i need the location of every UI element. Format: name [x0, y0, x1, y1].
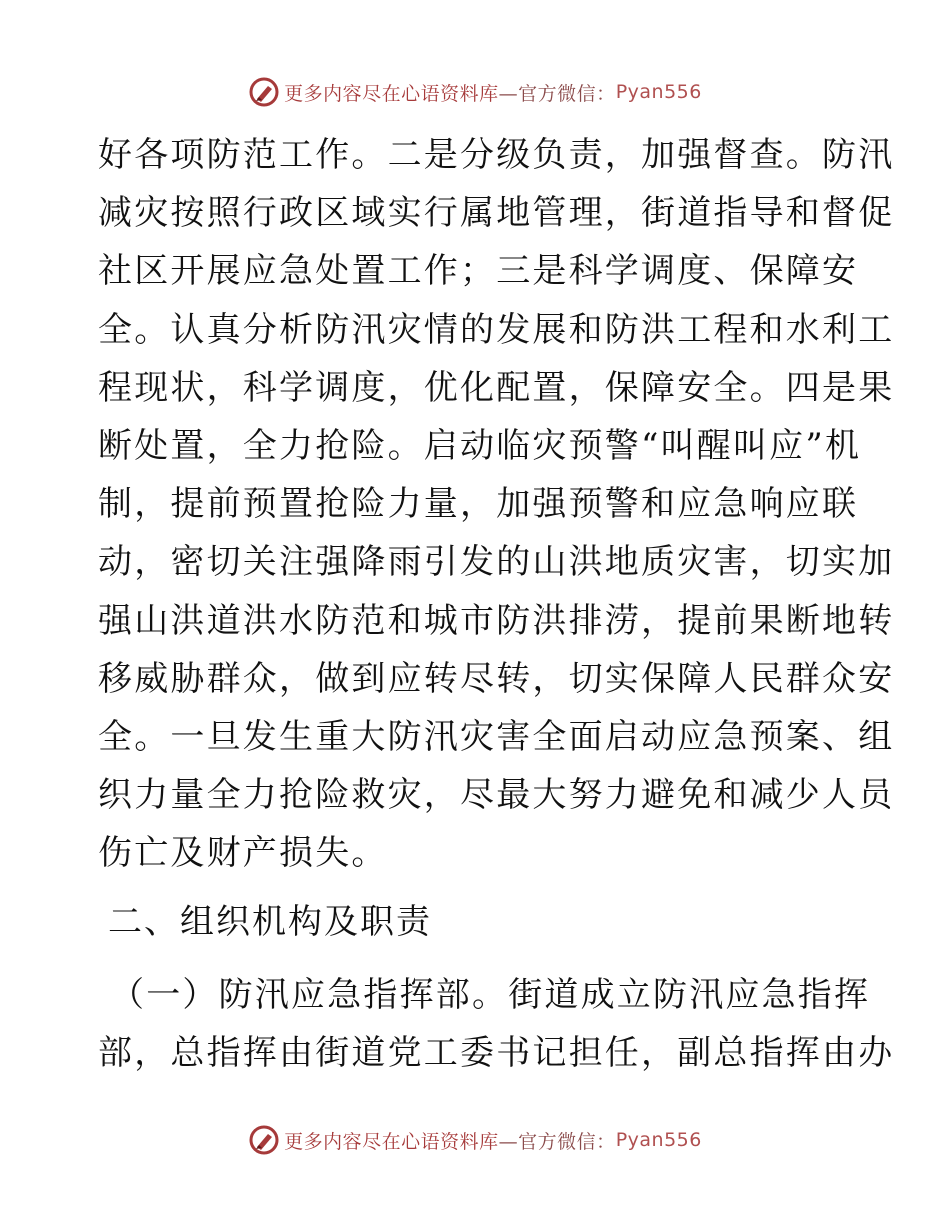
logo-icon: [248, 1124, 280, 1156]
logo-icon: [248, 76, 280, 108]
paragraph-1: [98, 126, 895, 882]
text-line: 好各项防范工作。二是分级负责，加强督查。防汛: [98, 135, 895, 175]
watermark-title: 更多内容尽在心语资料库: [284, 1130, 499, 1153]
watermark-header: [0, 72, 950, 112]
text-line: 部，总指挥由街道党工委书记担任，副总指挥由办: [98, 1033, 895, 1074]
text-line: （一）防汛应急指挥部。街道成立防汛应急指挥: [110, 975, 871, 1015]
watermark-title: 更多内容尽在心语资料库: [284, 82, 499, 105]
watermark-dash-label: —官方微信：: [498, 1130, 616, 1153]
text-line: 移威胁群众，做到应转尽转，切实保障人民群众安: [98, 658, 895, 699]
watermark-dash-label: —官方微信：: [498, 82, 616, 105]
watermark-wechat-id: Pyan556: [615, 1129, 702, 1151]
text-line: 断处置，全力抢险。启动临灾预警“叫醒叫应”机: [98, 425, 862, 466]
text-line: 强山洪道洪水防范和城市防洪排涝，提前果断地转: [98, 600, 895, 641]
text-line: 织力量全力抢险救灾，尽最大努力避免和减少人员: [98, 775, 895, 816]
watermark-wechat-id: Pyan556: [615, 81, 702, 103]
text-line: 制，提前预置抢险力量，加强预警和应急响应联: [98, 484, 859, 525]
text-line: 全。一旦发生重大防汛灾害全面启动应急预案、组: [98, 716, 895, 757]
watermark-footer: [0, 1120, 950, 1160]
section-heading: 二、组织机构及职责: [108, 902, 432, 942]
text-line: 社区开展应急处置工作；三是科学调度、保障安: [98, 251, 859, 292]
text-line: 伤亡及财产损失。: [98, 833, 388, 874]
text-line: 减灾按照行政区域实行属地管理，街道指导和督促: [98, 193, 895, 234]
text-line: 全。认真分析防汛灾情的发展和防洪工程和水利工: [98, 309, 895, 350]
text-line: 动，密切关注强降雨引发的山洪地质灾害，切实加: [98, 542, 895, 583]
paragraph-2: [98, 966, 895, 1082]
text-line: 程现状，科学调度，优化配置，保障安全。四是果: [98, 367, 895, 408]
